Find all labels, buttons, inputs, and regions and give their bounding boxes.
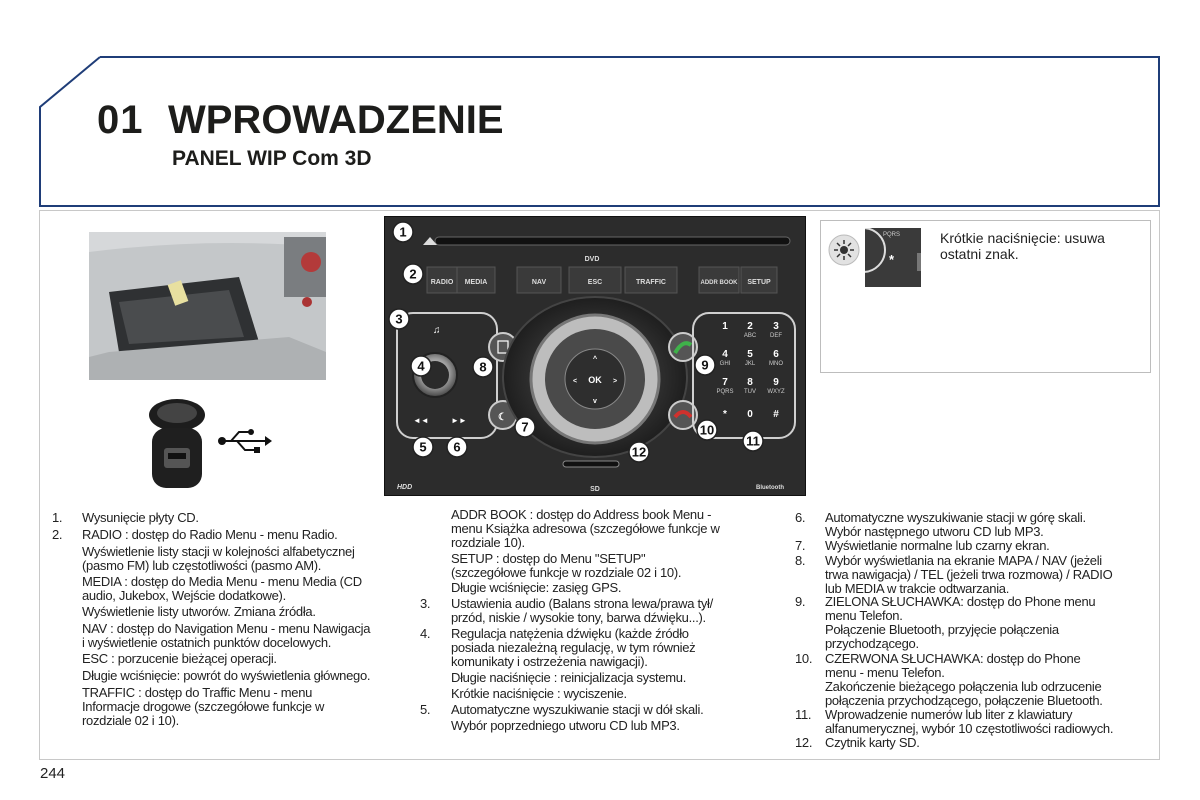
legend-item <box>52 622 422 650</box>
callout-badge-number: 6 <box>453 439 461 455</box>
callout-badge-number: 2 <box>409 266 417 282</box>
keypad-key-letters: GHI <box>719 361 731 367</box>
keypad-key-letters: TUV <box>744 389 756 395</box>
legend-item-text: i wyświetlenie ostatnich punktów docelowych. <box>82 635 332 651</box>
callout-badge-number: 3 <box>395 311 403 327</box>
dvd-logo: DVD <box>584 256 600 263</box>
backlight-star-icon <box>828 234 860 266</box>
callout-text: Krótkie naciśnięcie: usuwa ostatni znak. <box>940 230 1105 262</box>
keypad-thumbnail <box>865 228 921 287</box>
legend-item <box>52 575 422 603</box>
legend-item-text: CZERWONA SŁUCHAWKA: dostęp do Phone <box>825 650 1081 666</box>
legend-item-text: rozdziale 10). <box>451 535 525 550</box>
legend-item-number: 8. <box>795 552 806 568</box>
legend-item-number: 10. <box>795 650 813 666</box>
keypad-key[interactable]: 1 <box>722 321 728 332</box>
legend-item-text: Długie naciśnięcie : reinicjalizacja systemu. <box>451 669 687 685</box>
keypad-key[interactable]: 5 <box>747 349 753 360</box>
legend-item-text: Informacje drogowe (szczegółowe funkcje w <box>82 699 325 715</box>
legend-item-number: 6. <box>795 510 806 525</box>
traffic-button[interactable]: TRAFFIC <box>636 279 666 286</box>
legend-item <box>52 605 422 619</box>
legend-item-text: Wybór następnego utworu CD lub MP3. <box>825 524 1044 539</box>
keypad-key[interactable]: 0 <box>747 409 753 420</box>
usb-icon <box>217 428 272 460</box>
sd-logo: SD <box>590 486 600 493</box>
legend-item <box>420 671 782 685</box>
legend-item-text: SETUP : dostęp do Menu "SETUP" <box>451 550 646 566</box>
legend-item <box>52 669 422 683</box>
hdd-logo: HDD <box>397 484 413 491</box>
callout-badge-number: 11 <box>746 433 760 449</box>
legend-item <box>52 652 422 666</box>
callout-badge-number: 9 <box>701 357 709 373</box>
keypad-key[interactable]: 2 <box>747 321 753 332</box>
legend-item-text: Wybór poprzedniego utworu CD lub MP3. <box>451 717 680 733</box>
keypad-key[interactable]: # <box>773 409 779 420</box>
legend-item-number: 5. <box>420 701 431 717</box>
media-button[interactable]: MEDIA <box>464 279 488 286</box>
legend-item <box>420 508 782 550</box>
keypad-key-letters: WXYZ <box>767 389 785 395</box>
legend-item-number: 9. <box>795 594 806 610</box>
legend-item-text: Wyświetlenie listy utworów. Zmiana źródła. <box>82 604 316 620</box>
legend-item <box>52 545 422 573</box>
callout-badge-number: 8 <box>479 359 487 375</box>
keypad-key-letters: MNO <box>769 361 783 367</box>
legend-item-text: posiada niezależną regulację, w tym również <box>451 640 696 656</box>
legend-item-text: MEDIA : dostęp do Media Menu - menu Media (CD <box>82 574 362 589</box>
legend-item-number: 4. <box>420 626 431 642</box>
addr-book-button[interactable]: ADDR BOOK <box>700 280 738 286</box>
legend-item-text: (szczegółowe funkcje w rozdziale 02 i 10). <box>451 564 682 580</box>
callout-badge-number: 5 <box>419 439 427 455</box>
legend-item-text: Automatyczne wyszukiwanie stacji w górę skali. <box>825 510 1086 525</box>
legend-item <box>795 511 1165 539</box>
legend-item-text: Długie wciśnięcie: powrót do wyświetlenia głównego. <box>82 668 371 684</box>
legend-item-number: 1. <box>52 510 63 525</box>
legend-item-text: Ustawienia audio (Balans strona lewa/prawa tył/ <box>451 596 713 612</box>
legend-item-text: RADIO : dostęp do Radio Menu - menu Radio. <box>82 526 338 542</box>
legend-item-text: Automatyczne wyszukiwanie stacji w dół skali. <box>451 701 704 717</box>
legend-item-text: Regulacja natężenia dźwięku (każde źródło <box>451 626 689 642</box>
legend-item <box>52 511 422 525</box>
keypad-key[interactable]: * <box>723 409 727 420</box>
legend-item-text: menu Książka adresowa (szczegółowe funkcje w <box>451 521 720 536</box>
setup-button[interactable]: SETUP <box>747 279 771 286</box>
legend-item <box>52 528 422 542</box>
legend-item <box>795 652 1165 680</box>
legend-item-number: 2. <box>52 526 63 542</box>
chapter-number: 01 <box>97 98 144 142</box>
legend-item <box>420 703 782 717</box>
ok-button[interactable]: OK <box>588 375 602 385</box>
legend-item-text: Czytnik karty SD. <box>825 734 920 750</box>
usb-socket-photo <box>140 393 215 493</box>
callout-badge-number: 4 <box>417 358 425 374</box>
callout-badge-number: 1 <box>399 224 407 240</box>
legend-item-text: Długie wciśnięcie: zasięg GPS. <box>451 580 622 596</box>
legend-item-text: audio, Jukebox, Wejście dodatkowe). <box>82 588 286 603</box>
legend-item <box>795 554 1165 596</box>
legend-item-text: NAV : dostęp do Navigation Menu - menu Nawigacja <box>82 621 371 637</box>
top-buttons <box>427 267 777 293</box>
down-arrow-icon[interactable]: v <box>593 398 597 405</box>
legend-item-number: 11. <box>795 706 812 722</box>
seek-back-icon[interactable]: ◄◄ <box>413 416 429 425</box>
radio-button[interactable]: RADIO <box>430 279 454 286</box>
legend-item-text: Zakończenie bieżącego połączenia lub odrzucenie <box>825 678 1102 694</box>
legend-item-number: 3. <box>420 596 431 612</box>
legend-item-text: Wyświetlanie normalne lub czarny ekran. <box>825 538 1050 554</box>
legend-item-text: (pasmo FM) lub częstotliwości (pasmo AM). <box>82 557 322 573</box>
legend-item <box>795 539 1165 553</box>
keypad-key[interactable]: 9 <box>773 377 779 388</box>
legend-item-text: przychodzącego. <box>825 636 919 652</box>
keypad-key[interactable]: 8 <box>747 377 753 388</box>
legend-item-text: menu - menu Telefon. <box>825 664 945 680</box>
legend-item-text: Wysunięcie płyty CD. <box>82 510 199 525</box>
up-arrow-icon[interactable]: ^ <box>592 356 598 363</box>
legend-item <box>420 627 782 669</box>
keypad-key[interactable]: 3 <box>773 321 779 332</box>
keypad-key-letters: JKL <box>744 361 756 367</box>
chapter-subtitle: PANEL WIP Com 3D <box>172 147 372 170</box>
page-number: 244 <box>40 765 66 782</box>
legend-item-number: 12. <box>795 734 813 750</box>
legend-item-text: Połączenie Bluetooth, przyjęcie połączenia <box>825 622 1059 638</box>
callout-badge-number: 10 <box>699 422 715 438</box>
legend-item <box>420 597 782 625</box>
keypad-key-letters: DEF <box>770 333 782 339</box>
esc-button[interactable]: ESC <box>587 279 603 286</box>
keypad-key[interactable]: 6 <box>773 349 779 360</box>
legend-item-text: ADDR BOOK : dostęp do Address book Menu - <box>451 507 712 522</box>
legend-item <box>795 736 1165 750</box>
bluetooth-logo: Bluetooth <box>756 485 784 491</box>
seek-forward-icon[interactable]: ►► <box>451 416 467 425</box>
legend-item-text: TRAFFIC : dostęp do Traffic Menu - menu <box>82 685 313 701</box>
keypad-key-letters: ABC <box>743 333 757 339</box>
legend-item-text: lub MEDIA w trakcie odtwarzania. <box>825 580 1010 596</box>
control-panel-image <box>384 216 806 496</box>
right-arrow-icon[interactable]: > <box>612 378 618 385</box>
glovebox-photo <box>89 232 326 380</box>
legend-item <box>420 581 782 595</box>
legend-item-text: przód, niskie / wysokie tony, barwa dźwięku...). <box>451 610 706 626</box>
legend-item <box>795 708 1165 736</box>
legend-item-text: ESC : porzucenie bieżącej operacji. <box>82 651 277 667</box>
asterisk-key: * <box>889 252 895 267</box>
keypad-key[interactable]: 4 <box>722 349 728 360</box>
legend-item-text: komunikaty i ostrzeżenia nawigacji). <box>451 654 648 670</box>
legend-item-text: Wprowadzenie numerów lub liter z klawiatury <box>825 706 1073 722</box>
legend-item-text: Krótkie naciśnięcie : wyciszenie. <box>451 685 627 701</box>
callout-badge-number: 12 <box>631 444 647 460</box>
moon-icon: ☾ <box>498 412 507 423</box>
legend-item-text: rozdziale 02 i 10). <box>82 713 179 729</box>
legend-item-text: alfanumerycznej, wybór 10 częstotliwości radiowych. <box>825 720 1114 736</box>
legend-item <box>795 680 1165 708</box>
legend-item-text: połączenia przychodzącego, połączenie Bluetooth. <box>825 692 1103 708</box>
legend-item-text: Wyświetlenie listy stacji w kolejności alfabetycznej <box>82 543 355 559</box>
callout-badge-number: 7 <box>521 419 529 435</box>
legend-item <box>420 719 782 733</box>
legend-item <box>420 687 782 701</box>
svg-text:PQRS: PQRS <box>883 232 901 238</box>
music-note-icon: ♫ <box>433 325 441 336</box>
legend-item <box>52 686 422 728</box>
keypad-key-letters: PQRS <box>716 389 734 395</box>
legend-item <box>795 595 1165 623</box>
legend-item-text: ZIELONA SŁUCHAWKA: dostęp do Phone menu <box>825 594 1096 610</box>
legend-item <box>795 623 1165 651</box>
legend-item-text: menu Telefon. <box>825 608 903 624</box>
keypad-key[interactable]: 7 <box>722 377 728 388</box>
legend-item-text: trwa nawigacja) / TEL (jeżeli trwa rozmowa) / RADIO <box>825 566 1113 582</box>
left-arrow-icon[interactable]: < <box>572 378 578 385</box>
legend-item-number: 7. <box>795 538 806 554</box>
legend-item-text: Wybór wyświetlania na ekranie MAPA / NAV (jeżeli <box>825 552 1102 568</box>
nav-button[interactable]: NAV <box>531 279 547 286</box>
legend-item <box>420 552 782 580</box>
chapter-title: WPROWADZENIE <box>168 98 504 142</box>
